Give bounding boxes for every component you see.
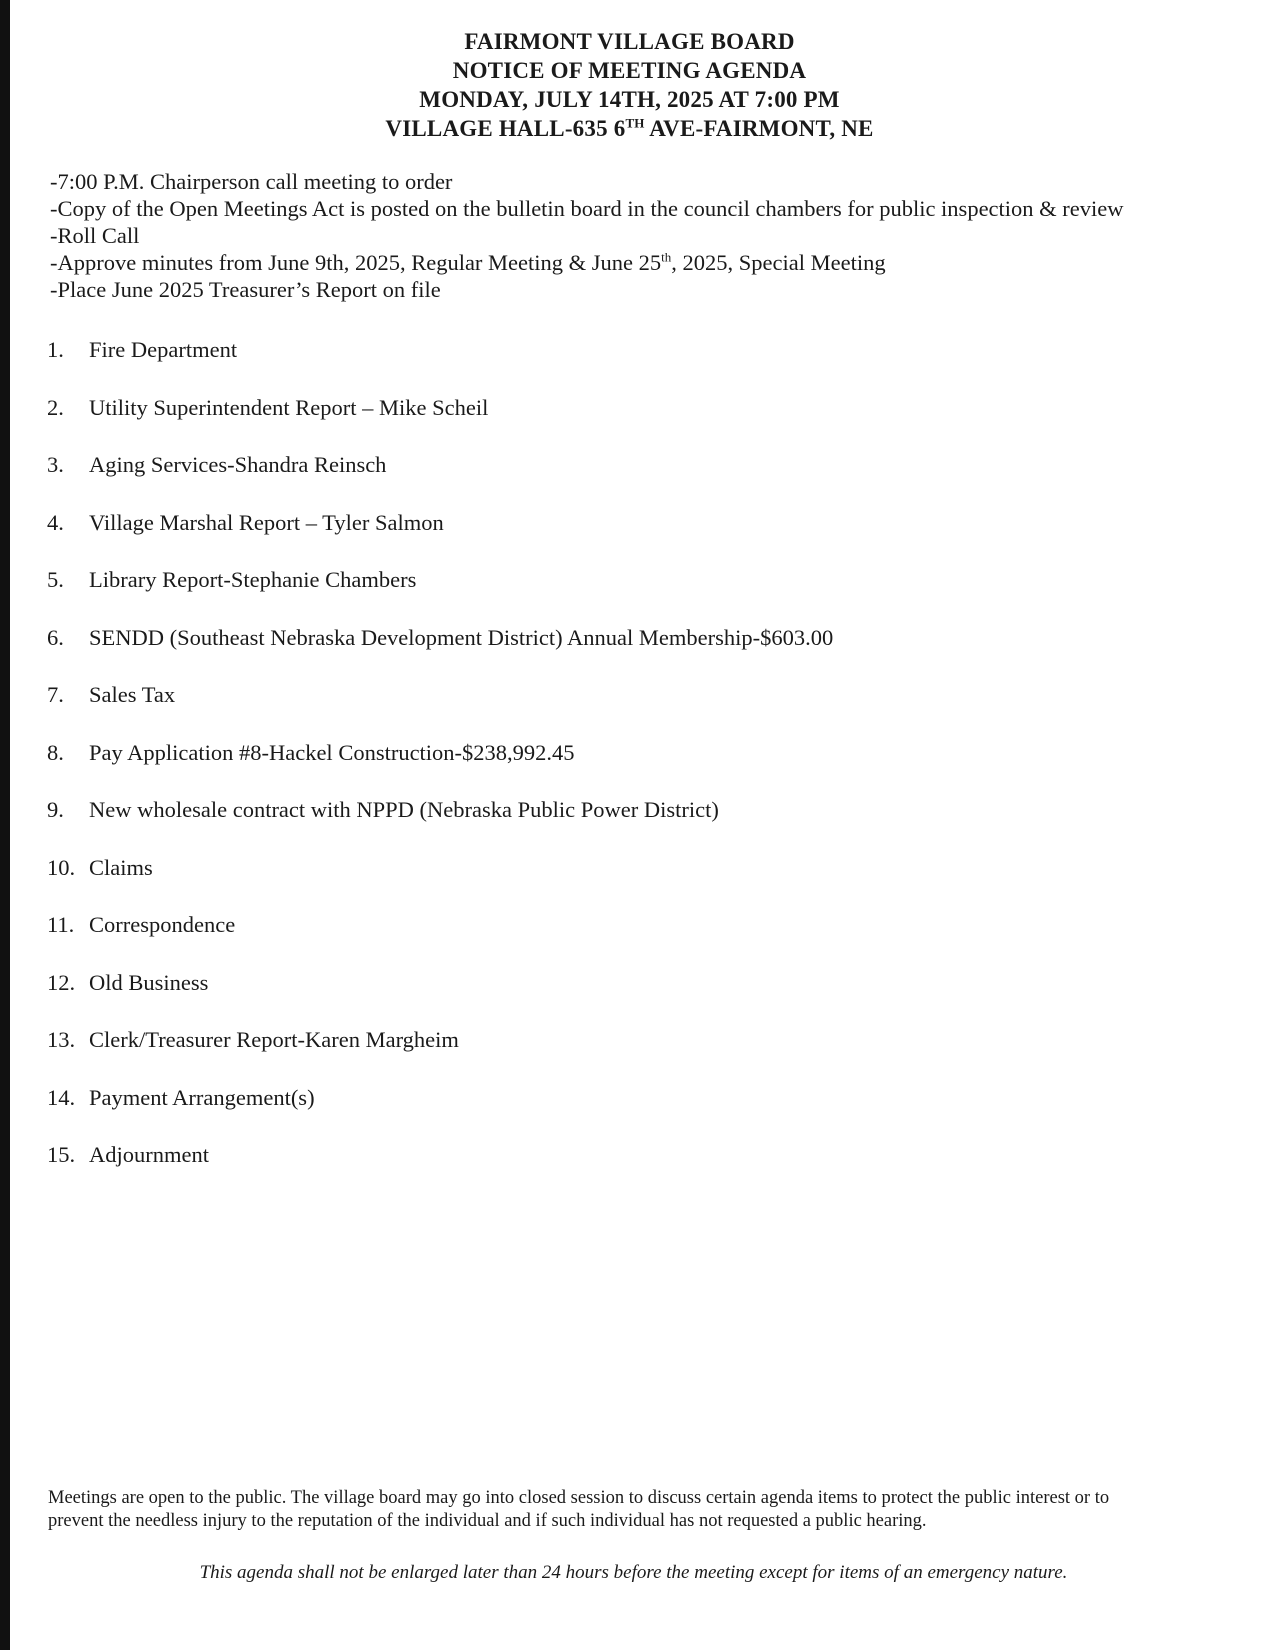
agenda-item-text: Clerk/Treasurer Report-Karen Margheim <box>89 1027 459 1052</box>
public-meeting-notice <box>48 1487 1253 1532</box>
agenda-item-text: Pay Application #8-Hackel Construction-$238,992.45 <box>89 739 575 765</box>
agenda-item-text: Aging Services-Shandra Reinsch <box>89 452 387 477</box>
agenda-item-number: 14. <box>47 1084 76 1110</box>
agenda-item-number: 10. <box>47 854 76 880</box>
agenda-item-text: SENDD (Southeast Nebraska Development District) Annual Membership-$603.00 <box>89 624 834 650</box>
agenda-item-number: 13. <box>47 1027 76 1052</box>
agenda-item-number: 8. <box>47 739 64 765</box>
agenda-item-text: Correspondence <box>89 912 236 937</box>
agenda-item <box>47 567 1197 625</box>
notice-line-1: Meetings are open to the public. The village board may go into closed session to discuss certain agenda items to protect the public interest or to <box>48 1488 1110 1508</box>
preliminary-items <box>50 168 1265 303</box>
agenda-item <box>47 1142 1197 1200</box>
minutes-ordinal-suffix: th <box>661 249 672 265</box>
agenda-item <box>47 337 1197 395</box>
document-header <box>0 27 1275 143</box>
open-meetings-act: -Copy of the Open Meetings Act is posted on the bulletin board in the council chambers for public inspection & review <box>50 196 1124 221</box>
agenda-list <box>47 337 1197 1200</box>
scan-edge <box>0 0 10 1650</box>
agenda-item <box>47 1085 1197 1143</box>
agenda-item-number: 11. <box>47 912 75 937</box>
agenda-item <box>47 855 1197 913</box>
agenda-item-number: 15. <box>47 1142 76 1167</box>
call-to-order: -7:00 P.M. Chairperson call meeting to order <box>50 169 453 194</box>
board-name: FAIRMONT VILLAGE BOARD <box>464 29 795 54</box>
approve-minutes <box>50 249 1265 276</box>
minutes-part-a: -Approve minutes from June 9th, 2025, Regular Meeting & June 25 <box>50 250 662 275</box>
agenda-item <box>47 625 1197 683</box>
agenda-item-number: 5. <box>47 567 64 592</box>
location-ordinal-suffix: TH <box>625 115 645 131</box>
roll-call: -Roll Call <box>50 223 140 248</box>
notice-title: NOTICE OF MEETING AGENDA <box>452 58 807 83</box>
treasurer-report: -Place June 2025 Treasurer’s Report on file <box>50 277 441 302</box>
agenda-item <box>47 395 1197 453</box>
agenda-item-number: 2. <box>47 394 64 420</box>
location-part-b: AVE-FAIRMONT, NE <box>644 116 874 141</box>
agenda-item-text: Sales Tax <box>89 682 176 707</box>
agenda-item <box>47 740 1197 798</box>
agenda-item-number: 9. <box>47 797 64 822</box>
agenda-item <box>47 1027 1197 1085</box>
location-part-a: VILLAGE HALL-635 6 <box>385 116 626 141</box>
agenda-item-text: Village Marshal Report – Tyler Salmon <box>89 509 444 535</box>
agenda-disclaimer: This agenda shall not be enlarged later than 24 hours before the meeting except for items of an emergency nature. <box>199 1562 1068 1583</box>
agenda-item-text: Claims <box>89 854 153 880</box>
agenda-item-number: 6. <box>47 624 64 650</box>
agenda-item <box>47 797 1197 855</box>
agenda-item-number: 7. <box>47 682 64 707</box>
agenda-item-text: Utility Superintendent Report – Mike Scheil <box>89 394 489 420</box>
meeting-location <box>0 114 1267 143</box>
agenda-item-text: Old Business <box>89 969 209 995</box>
agenda-item <box>47 912 1197 970</box>
agenda-item-text: New wholesale contract with NPPD (Nebraska Public Power District) <box>89 797 719 822</box>
meeting-datetime: MONDAY, JULY 14TH, 2025 AT 7:00 PM <box>419 87 840 112</box>
agenda-item-text: Fire Department <box>89 337 238 362</box>
agenda-item <box>47 682 1197 740</box>
agenda-item-text: Adjournment <box>89 1142 209 1167</box>
notice-line-2: prevent the needless injury to the reputation of the individual and if such individual has not requested a public hearing. <box>48 1510 927 1531</box>
minutes-part-b: , 2025, Special Meeting <box>671 250 886 275</box>
agenda-item <box>47 510 1197 568</box>
agenda-item-number: 12. <box>47 969 76 995</box>
agenda-item <box>47 970 1197 1028</box>
agenda-item-text: Payment Arrangement(s) <box>89 1084 315 1110</box>
agenda-item-number: 4. <box>47 509 64 535</box>
agenda-item-text: Library Report-Stephanie Chambers <box>89 567 417 592</box>
agenda-item <box>47 452 1197 510</box>
agenda-item-number: 1. <box>47 337 64 362</box>
agenda-item-number: 3. <box>47 452 64 477</box>
